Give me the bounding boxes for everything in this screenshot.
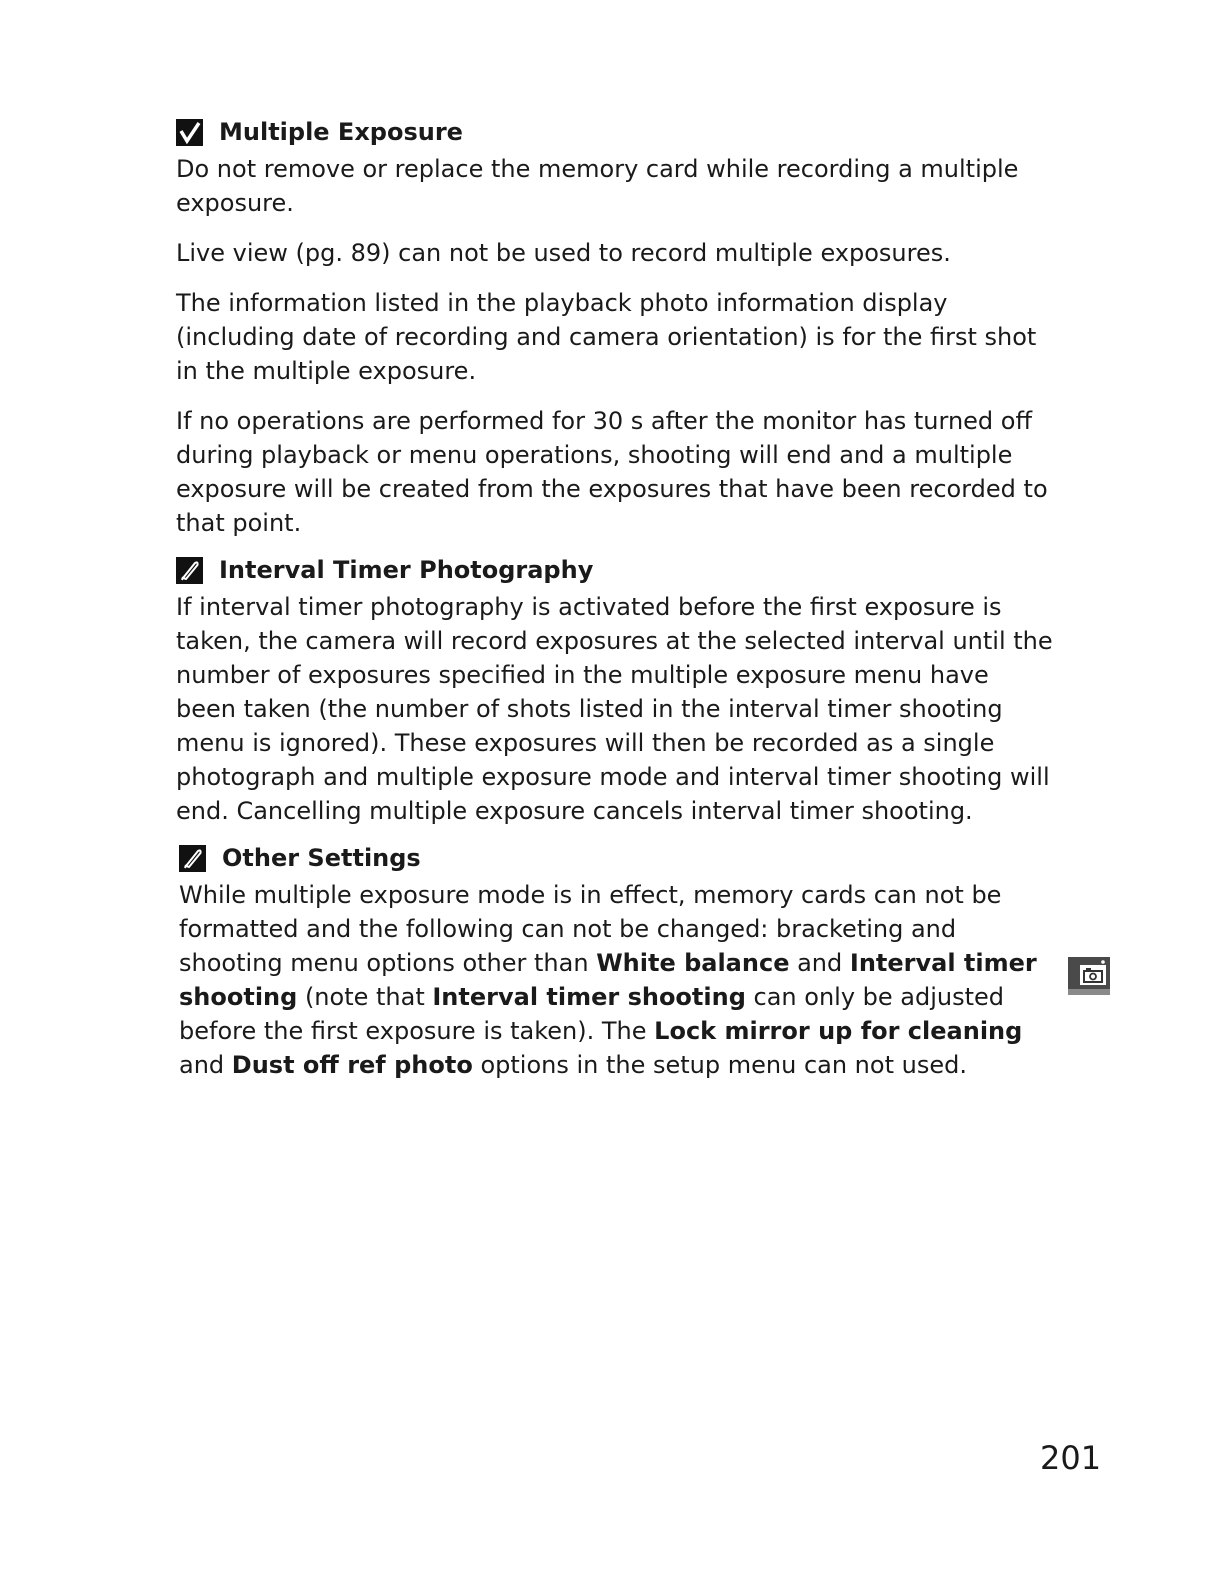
bold-run: Lock mirror up for cleaning [654,1017,1023,1045]
section-heading [176,112,1056,152]
text-run: (note that [297,983,433,1011]
text-run: While multiple exposure mode is in effect, memory cards can not be formatted and the following can not be changed: bracketing and shooting menu options other than [179,881,1002,977]
bold-run: Dust off ref photo [231,1051,473,1079]
paragraph: If no operations are performed for 30 s after the monitor has turned off during playback or menu operations, shooting will end and a multiple exposure will be created from the exposures that have been recorded to that point. [176,407,1048,537]
bold-run: Interval timer shooting [179,949,1037,1011]
section-title: Interval Timer Photography [219,556,594,584]
section-other-settings [179,838,1059,1098]
section-title: Other Settings [222,844,421,872]
paragraph: Live view (pg. 89) can not be used to record multiple exposures. [176,239,951,267]
paragraph: If interval timer photography is activated before the first exposure is taken, the camera will record exposures at the selected interval until the number of exposures specified in the multiple exposure menu have been taken (the number of shots listed in the interval timer shooting menu is ignored). These exposures will then be recorded as a single photograph and multiple exposure mode and interval timer shooting will end. Cancelling multiple exposure cancels interval timer shooting. [176,593,1053,825]
section-multiple-exposure [176,112,1056,556]
paragraph [179,878,1059,1082]
paragraph: Do not remove or replace the memory card while recording a multiple exposure. [176,155,1019,217]
section-heading [176,550,1056,590]
text-run: and [789,949,850,977]
bold-run: Interval timer shooting [432,983,746,1011]
section-title: Multiple Exposure [219,118,463,146]
shooting-menu-camera-icon [1066,953,1112,999]
section-heading [179,838,1059,878]
text-run: options in the setup menu can not used. [472,1051,967,1079]
text-run: and [179,1051,232,1079]
note-pencil-icon [179,845,206,872]
text-run: can only be adjusted before the first exposure is taken). The [179,983,1005,1045]
note-pencil-icon [176,557,203,584]
bold-run: White balance [596,949,790,977]
caution-check-icon [176,119,203,146]
paragraph: The information listed in the playback photo information display (including date of recording and camera orientation) is for the first shot in the multiple exposure. [176,289,1037,385]
page-number: 201 [1040,1439,1102,1477]
section-interval-timer-photography [176,550,1056,844]
